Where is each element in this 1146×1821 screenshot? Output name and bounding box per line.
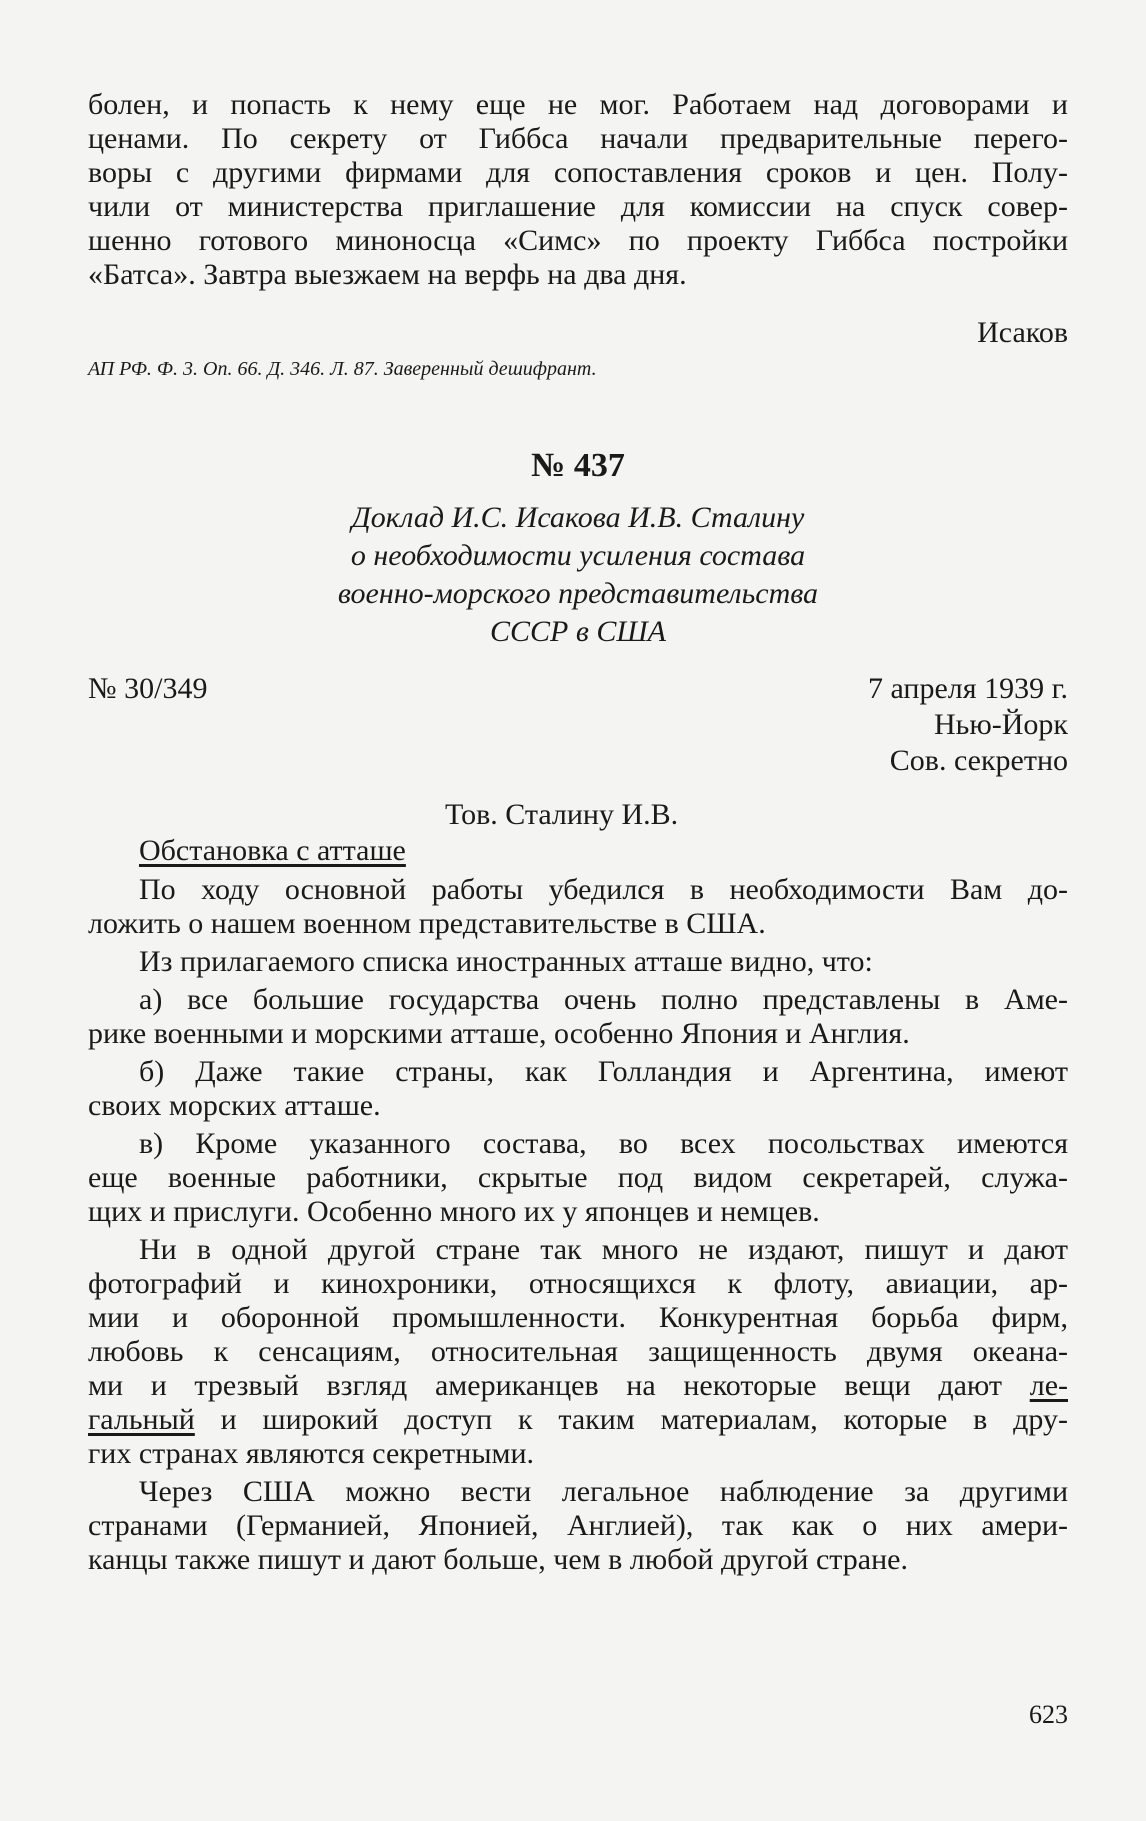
- text-line: странами (Германией, Японией, Англией), так как о них амери-: [88, 1509, 1068, 1542]
- text-line: По ходу основной работы убедился в необходимости Вам до-: [139, 873, 1068, 906]
- text-line: фотографий и кинохроники, относящихся к флоту, авиации, ар-: [88, 1267, 1068, 1300]
- text-line: рике военными и морскими атташе, особенно Япония и Англия.: [88, 1017, 910, 1050]
- paragraph: [88, 1055, 1068, 1123]
- registration-number: № 30/349: [88, 672, 208, 705]
- text-line: чили от министерства приглашение для комиссии на спуск совер-: [88, 190, 1068, 223]
- text-line: шенно готового миноносца «Симс» по проекту Гиббса постройки: [88, 224, 1068, 257]
- text-line: Через США можно вести легальное наблюдение за другими: [139, 1475, 1068, 1508]
- paragraph: [88, 873, 1068, 941]
- text-line: щих и прислуги. Особенно много их у японцев и немцев.: [88, 1195, 820, 1228]
- text-line: ценами. По секрету от Гиббса начали предварительные перего-: [88, 122, 1068, 155]
- document-title: [88, 499, 1068, 651]
- text-fragment: и широкий доступ к таким материалам, которые в дру-: [194, 1403, 1068, 1436]
- title-line: военно-морского представительства: [337, 577, 819, 610]
- text-line: мии и оборонной промышленности. Конкурентная борьба фирм,: [88, 1301, 1068, 1334]
- text-line: любовь к сенсациям, относительная защищенность двумя океана-: [88, 1335, 1068, 1368]
- text-line: Из прилагаемого списка иностранных атташе видно, что:: [139, 945, 873, 978]
- text-line: в) Кроме указанного состава, во всех посольствах имеются: [139, 1127, 1068, 1160]
- section-heading-text: Обстановка с атташе: [139, 834, 406, 867]
- underlined-word: ле-: [1029, 1369, 1068, 1402]
- title-line: о необходимости усиления состава: [350, 539, 806, 572]
- classification-stamp: Сов. секретно: [889, 744, 1068, 777]
- page: [88, 88, 1068, 1577]
- text-line: «Батса». Завтра выезжаем на верфь на два дня.: [88, 258, 687, 291]
- underlined-word: гальный: [88, 1403, 195, 1436]
- text-line: болен, и попасть к нему еще не мог. Работаем над договорами и: [88, 88, 1068, 121]
- intro-text: [88, 88, 1068, 292]
- text-line: б) Даже такие страны, как Голландия и Аргентина, имеют: [139, 1055, 1068, 1088]
- paragraph: [88, 983, 1068, 1051]
- document-date: 7 апреля 1939 г.: [868, 672, 1068, 705]
- text-line: [88, 1403, 1068, 1437]
- title-line: СССР в США: [489, 615, 666, 648]
- text-line: [88, 1369, 1068, 1403]
- paragraph: [88, 1475, 1068, 1577]
- text-fragment: ми и трезвый взгляд американцев на некоторые вещи дают: [88, 1369, 1030, 1402]
- text-line: воры с другими фирмами для сопоставления сроков и цен. Полу-: [88, 156, 1068, 189]
- text-line: еще военные работники, скрытые под видом секретарей, служа-: [88, 1161, 1068, 1194]
- archive-reference: АП РФ. Ф. 3. Оп. 66. Д. 346. Л. 87. Заверенный дешифрант.: [88, 358, 597, 380]
- text-line: канцы также пишут и дают больше, чем в любой другой стране.: [88, 1543, 908, 1576]
- section-heading: [88, 833, 1068, 869]
- paragraph: [88, 1233, 1068, 1471]
- text-line: а) все большие государства очень полно представлены в Аме-: [139, 983, 1068, 1016]
- document-number: № 437: [531, 447, 625, 484]
- text-line: ложить о нашем военном представительстве в США.: [88, 907, 766, 940]
- text-line: гих странах являются секретными.: [88, 1437, 535, 1470]
- registration-row: [88, 671, 1068, 707]
- paragraph: [88, 945, 1068, 979]
- text-line: своих морских атташе.: [88, 1089, 381, 1122]
- document-place: Нью-Йорк: [934, 708, 1068, 741]
- text-line: Ни в одной другой стране так много не издают, пишут и дают: [139, 1233, 1068, 1266]
- title-line: Доклад И.С. Исакова И.В. Сталину: [351, 501, 805, 534]
- paragraph: [88, 1127, 1068, 1229]
- addressee: Тов. Сталину И.В.: [445, 798, 679, 831]
- page-number: 623: [1029, 1700, 1068, 1729]
- signature: Исаков: [977, 316, 1068, 349]
